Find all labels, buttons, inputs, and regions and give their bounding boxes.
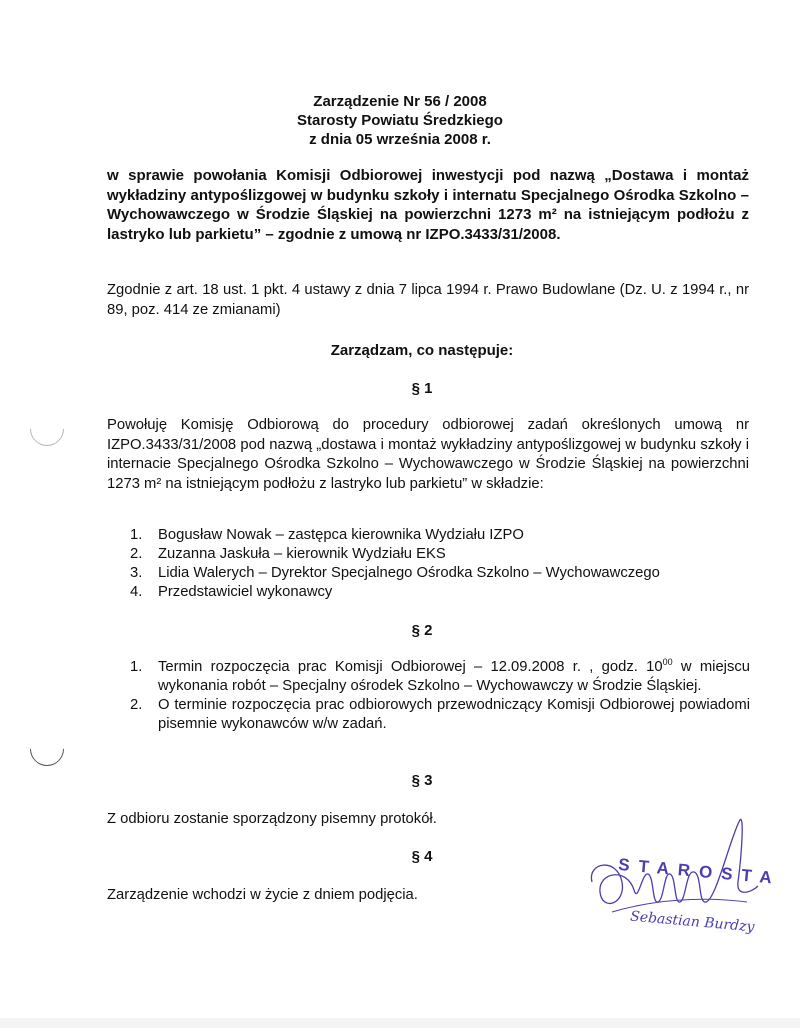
committee-member-item: [130, 583, 750, 602]
stamp-title: STAROSTA: [617, 854, 782, 889]
list-item-text-end: w miejscu wykonania robót – Specjalny ośrodek Szkolno – Wychowawczy w Środzie Śląskiej.: [158, 659, 750, 694]
committee-member-text: Zuzanna Jaskuła – kierownik Wydziału EKS: [158, 546, 446, 562]
section-1-intro: Powołuję Komisję Odbiorową do procedury odbiorowej zadań określonych umową nr IZPO.3433/31/2008 pod nazwą „dostawa i montaż wykładziny antypoślizgowej w budynku szkoły i internacie Specjalnego Ośrodka Szkolno – Wychowawczego w Środzie Śląskiej na powierzchni 1273 m² na istniejącym podłożu z lastryko lub parkietu” w składzie:: [107, 417, 749, 492]
committee-member-text: Przedstawiciel wykonawcy: [158, 584, 333, 600]
section-3-title: § 3: [411, 772, 433, 789]
decree-line: Zarządzam, co następuje:: [330, 342, 514, 359]
list-item-number: 4.: [130, 584, 143, 600]
section-4-text: Zarządzenie wchodzi w życie z dniem podjęcia.: [107, 887, 418, 903]
list-item-number: 1.: [130, 659, 143, 675]
list-item-number: 1.: [130, 527, 143, 543]
document-header: [0, 92, 800, 149]
section-3-text: Z odbioru zostanie sporządzony pisemny protokół.: [107, 811, 437, 827]
document-subject: w sprawie powołania Komisji Odbiorowej inwestycji pod nazwą „Dostawa i montaż wykładziny antypoślizgowej w budynku szkoły i internatu Specjalnego Ośrodka Szkolno – Wychowawczego w Środzie Śląskiej na powierzchni 1273 m² na istniejącym podłożu z lastryko lub parkietu” – zgodnie z umową nr IZPO.3433/31/2008.: [107, 167, 749, 243]
header-date: z dnia 05 września 2008 r.: [309, 131, 491, 148]
section-2-title: § 2: [411, 622, 433, 639]
legal-basis: Zgodnie z art. 18 ust. 1 pkt. 4 ustawy z dnia 7 lipca 1994 r. Prawo Budowlane (Dz. U. z 1994 r., nr 89, poz. 414 ze zmianami): [107, 282, 749, 318]
list-item-text: O terminie rozpoczęcia prac odbiorowych przewodniczący Komisji Odbiorowej powiadomi pisemnie wykonawców w/w zadań.: [158, 697, 750, 732]
punch-hole-bottom: [23, 725, 71, 773]
committee-members-list: [130, 526, 750, 602]
list-item-number: 2.: [130, 546, 143, 562]
section-1-title: § 1: [411, 380, 433, 397]
list-item-number: 3.: [130, 565, 143, 581]
committee-member-item: [130, 545, 750, 564]
committee-member-text: Bogusław Nowak – zastępca kierownika Wydziału IZPO: [158, 527, 524, 543]
header-title: Zarządzenie Nr 56 / 2008: [313, 93, 487, 110]
section-2-list: [130, 658, 750, 734]
list-item-text-start: Termin rozpoczęcia prac Komisji Odbiorowej – 12.09.2008 r. , godz. 10: [158, 659, 663, 675]
section-4-title: § 4: [411, 848, 433, 865]
list-item: [130, 658, 750, 696]
scan-edge: [0, 1018, 800, 1028]
committee-member-item: [130, 526, 750, 545]
time-minutes-superscript: 00: [662, 657, 673, 668]
header-issuer: Starosty Powiatu Średzkiego: [297, 112, 503, 129]
list-item-number: 2.: [130, 697, 143, 713]
punch-hole-top: [23, 405, 71, 453]
committee-member-item: [130, 564, 750, 583]
committee-member-text: Lidia Walerych – Dyrektor Specjalnego Ośrodka Szkolno – Wychowawczego: [158, 565, 660, 581]
list-item: [130, 696, 750, 734]
stamp-signatory: Sebastian Burdzy: [629, 908, 755, 936]
